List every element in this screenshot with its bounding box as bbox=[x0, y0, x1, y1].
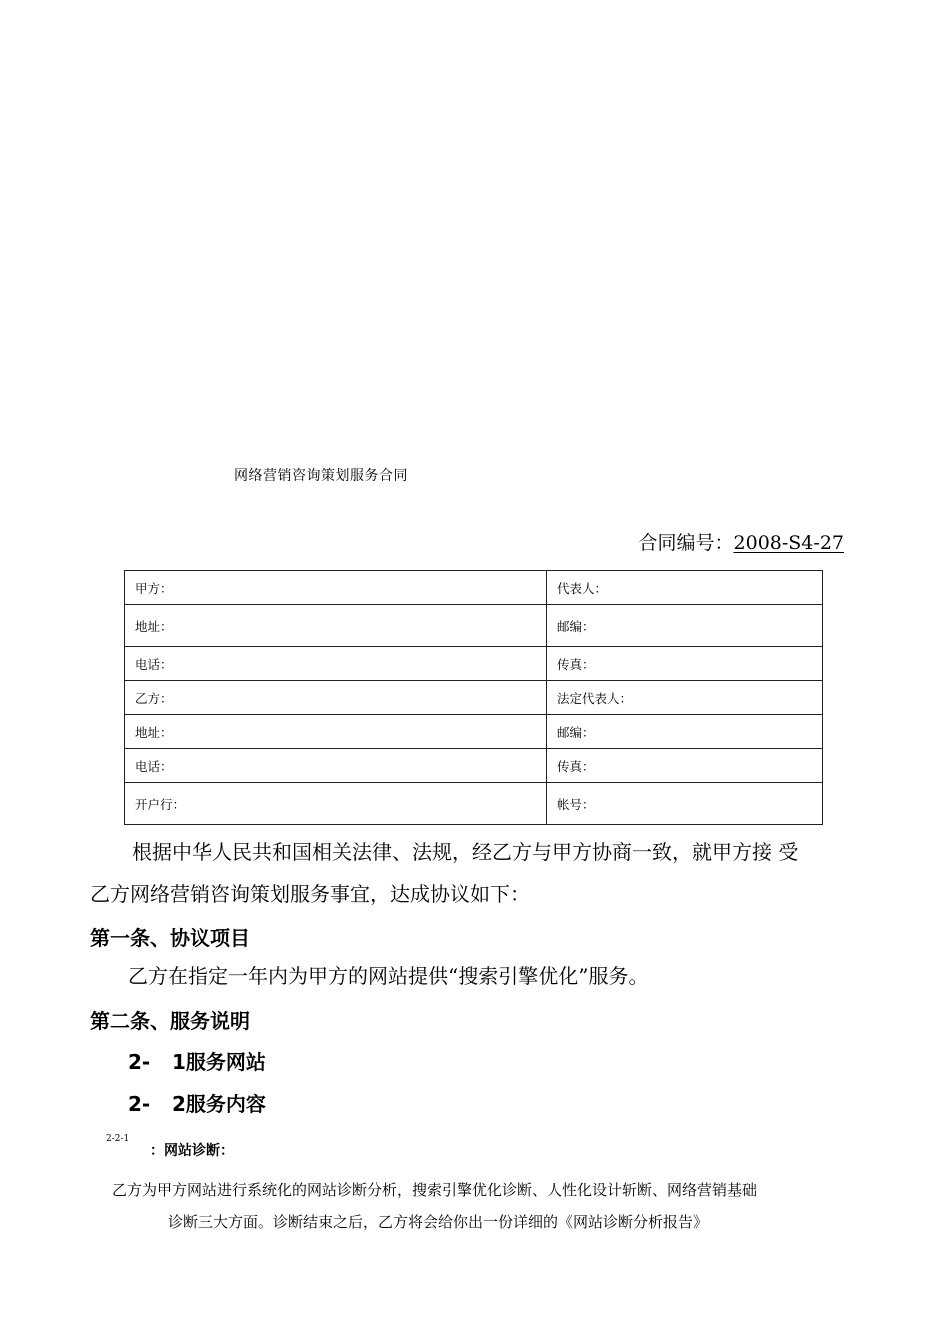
item-2-2-1-number: 2-2-1 bbox=[106, 1134, 130, 1144]
party-b-address-cell: 地址： bbox=[125, 715, 547, 749]
item-2-2-number: 2- bbox=[128, 1092, 151, 1116]
table-row bbox=[125, 571, 823, 605]
party-a-postcode-cell: 邮编： bbox=[547, 605, 823, 647]
table-row bbox=[125, 605, 823, 647]
party-b-cell: 乙方： bbox=[125, 681, 547, 715]
party-b-postcode-cell: 邮编： bbox=[547, 715, 823, 749]
party-b-bank-cell: 开户行： bbox=[125, 783, 547, 825]
intro-paragraph-line-1: 根据中华人民共和国相关法律、法规，经乙方与甲方协商一致，就甲方接 受 bbox=[132, 840, 799, 864]
item-2-1-number: 2- bbox=[128, 1050, 151, 1074]
diagnosis-paragraph-line-1: 乙方为甲方网站进行系统化的网站诊断分析，搜索引擎优化诊断、人性化设计斩断、网络营销基础 bbox=[112, 1181, 758, 1199]
contract-number bbox=[639, 528, 845, 555]
table-row bbox=[125, 783, 823, 825]
party-a-representative-cell: 代表人： bbox=[547, 571, 823, 605]
contract-number-label: 合同编号： bbox=[638, 532, 734, 554]
table-row bbox=[125, 681, 823, 715]
party-b-legal-representative-cell: 法定代表人： bbox=[547, 681, 823, 715]
item-2-1 bbox=[128, 1046, 266, 1075]
item-2-1-text: 1服务网站 bbox=[172, 1050, 266, 1074]
item-2-2-text: 2服务内容 bbox=[172, 1092, 266, 1116]
intro-paragraph-line-2: 乙方网络营销咨询策划服务事宜，达成协议如下： bbox=[90, 882, 530, 906]
diagnosis-paragraph-line-2: 诊断三大方面。诊断结束之后，乙方将会给你出一份详细的《网站诊断分析报告》 bbox=[168, 1213, 709, 1231]
contract-number-value: 2008-S4-27 bbox=[733, 532, 844, 554]
party-a-cell: 甲方： bbox=[125, 571, 547, 605]
party-a-phone-cell: 电话： bbox=[125, 647, 547, 681]
document-title: 网络营销咨询策划服务合同 bbox=[234, 468, 408, 484]
article-1-text: 乙方在指定一年内为甲方的网站提供“搜索引擎优化”服务。 bbox=[128, 964, 649, 988]
party-b-fax-cell: 传真： bbox=[547, 749, 823, 783]
article-1-heading: 第一条、协议项目 bbox=[90, 926, 250, 950]
article-2-heading: 第二条、服务说明 bbox=[90, 1009, 250, 1033]
table-row bbox=[125, 647, 823, 681]
table-row bbox=[125, 715, 823, 749]
item-2-2-1-heading: ：网站诊断： bbox=[150, 1143, 234, 1159]
item-2-2 bbox=[128, 1088, 266, 1117]
party-a-fax-cell: 传真： bbox=[547, 647, 823, 681]
table-row bbox=[125, 749, 823, 783]
parties-table bbox=[124, 570, 823, 825]
party-b-account-cell: 帐号： bbox=[547, 783, 823, 825]
party-b-phone-cell: 电话： bbox=[125, 749, 547, 783]
party-a-address-cell: 地址： bbox=[125, 605, 547, 647]
